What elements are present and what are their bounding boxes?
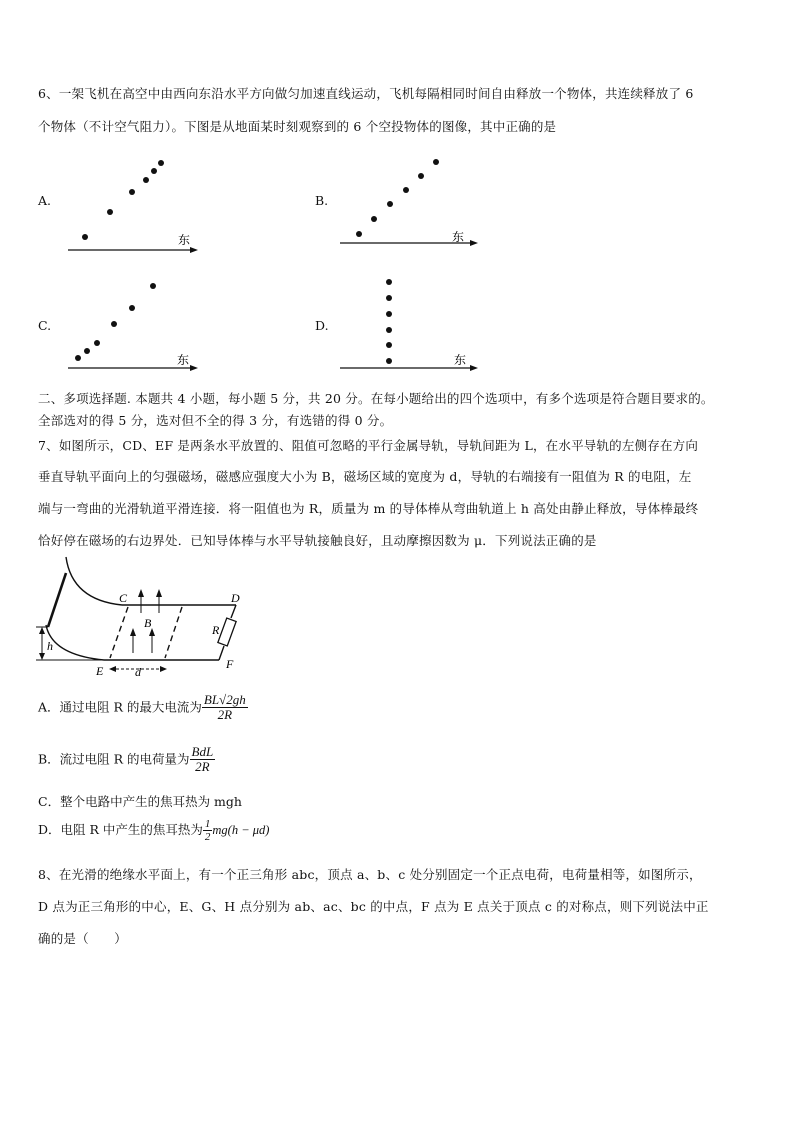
q7-option-d-fraction xyxy=(203,818,213,843)
q6-option-c-figure xyxy=(60,278,210,378)
dot xyxy=(84,348,90,354)
q6-option-a-label: A. xyxy=(38,193,52,208)
dot xyxy=(158,160,164,166)
dot xyxy=(386,295,392,301)
dot xyxy=(143,177,149,183)
dot xyxy=(151,168,157,174)
q6-option-a-figure xyxy=(60,150,210,265)
dot xyxy=(107,209,113,215)
q7-option-b-text: B．流过电阻 R 的电荷量为 xyxy=(38,751,190,767)
axis-label-east: 东 xyxy=(454,353,467,367)
q6-option-b-figure xyxy=(340,150,490,265)
dot xyxy=(356,231,362,237)
fraction-numerator: BdL xyxy=(191,744,214,759)
dot xyxy=(150,283,156,289)
dot xyxy=(386,279,392,285)
label-b: B xyxy=(144,616,152,630)
dot xyxy=(82,234,88,240)
q8-stem-line2: D 点为正三角形的中心，E、G、H 点分别为 ab、ac、bc 的中点，F 点为 E 点关于顶点 c 的对称点，则下列说法中正 xyxy=(38,899,709,914)
q6-option-c-label: C. xyxy=(38,318,52,333)
q7-option-c: C．整个电路中产生的焦耳热为 mgh xyxy=(38,794,242,809)
fraction-denominator: 2 xyxy=(204,831,211,844)
dot xyxy=(371,216,377,222)
fraction-denominator: 2R xyxy=(195,759,210,775)
q7-option-a-fraction xyxy=(202,693,248,723)
dot xyxy=(111,321,117,327)
dot xyxy=(386,342,392,348)
q7-stem-line1: 7、如图所示，CD、EF 是两条水平放置的、阻值可忽略的平行金属导轨，导轨间距为 L，在水平导轨的左侧存在方向 xyxy=(38,438,699,453)
label-e: E xyxy=(96,664,104,678)
q7-stem-line3: 端与一弯曲的光滑轨道平滑连接．将一阻值也为 R，质量为 m 的导体棒从弯曲轨道上 h 高处由静止释放，导体棒最终 xyxy=(38,501,699,516)
q6-option-b-label: B. xyxy=(315,193,329,208)
section2-intro-line2: 全部选对的得 5 分，选对但不全的得 3 分，有选错的得 0 分。 xyxy=(38,413,393,428)
dot xyxy=(386,311,392,317)
dot xyxy=(433,159,439,165)
q7-option-d xyxy=(38,818,269,843)
q7-option-a-text: A．通过电阻 R 的最大电流为 xyxy=(38,699,202,715)
q7-rail-figure xyxy=(34,555,254,680)
q7-option-d-tail: mg(h − μd) xyxy=(212,823,270,838)
q7-option-d-text: D．电阻 R 中产生的焦耳热为 xyxy=(38,822,203,838)
fraction-denominator: 2R xyxy=(217,707,233,723)
q6-stem-line1: 6、一架飞机在高空中由西向东沿水平方向做匀加速直线运动，飞机每隔相同时间自由释放一个物体，共连续释放了 6 xyxy=(38,86,694,101)
q7-option-b xyxy=(38,745,215,775)
q7-stem-line4: 恰好停在磁场的右边界处．已知导体棒与水平导轨接触良好，且动摩擦因数为 μ．下列说法正确的是 xyxy=(38,533,597,548)
dot xyxy=(386,327,392,333)
q6-stem-line2: 个物体（不计空气阻力）。下图是从地面某时刻观察到的 6 个空投物体的图像，其中正确的是 xyxy=(38,119,557,134)
q6-option-d-label: D. xyxy=(315,318,329,333)
section2-intro-line1: 二、多项选择题. 本题共 4 小题，每小题 5 分，共 20 分。在每小题给出的四个选项中，有多个选项是符合题目要求的。 xyxy=(38,391,714,406)
q7-option-a xyxy=(38,693,248,723)
dot xyxy=(94,340,100,346)
q7-stem-line2: 垂直导轨平面向上的匀强磁场，磁感应强度大小为 B，磁场区域的宽度为 d，导轨的右端接有一阻值为 R 的电阻，左 xyxy=(38,469,692,484)
axis-label-east: 东 xyxy=(178,233,191,247)
fraction-numerator: 1 xyxy=(204,818,211,830)
axis-label-east: 东 xyxy=(177,353,190,367)
label-f: F xyxy=(226,657,234,671)
dot xyxy=(129,305,135,311)
label-d: D xyxy=(231,591,240,605)
label-d-width: d xyxy=(135,665,141,679)
dot xyxy=(387,201,393,207)
q7-option-b-fraction xyxy=(190,745,216,775)
dot xyxy=(386,358,392,364)
label-r: R xyxy=(212,623,220,637)
dot xyxy=(403,187,409,193)
label-h: h xyxy=(47,639,53,653)
axis-label-east: 东 xyxy=(452,230,465,244)
q8-stem-line3: 确的是（ ） xyxy=(38,931,127,946)
dot xyxy=(75,355,81,361)
dot xyxy=(129,189,135,195)
fraction-numerator: BL√2gh xyxy=(203,692,246,707)
q8-stem-line1: 8、在光滑的绝缘水平面上，有一个正三角形 abc，顶点 a、b、c 处分别固定一个正点电荷，电荷量相等，如图所示， xyxy=(38,867,702,882)
label-c: C xyxy=(119,591,128,605)
dot xyxy=(418,173,424,179)
q6-option-d-figure xyxy=(340,275,490,375)
